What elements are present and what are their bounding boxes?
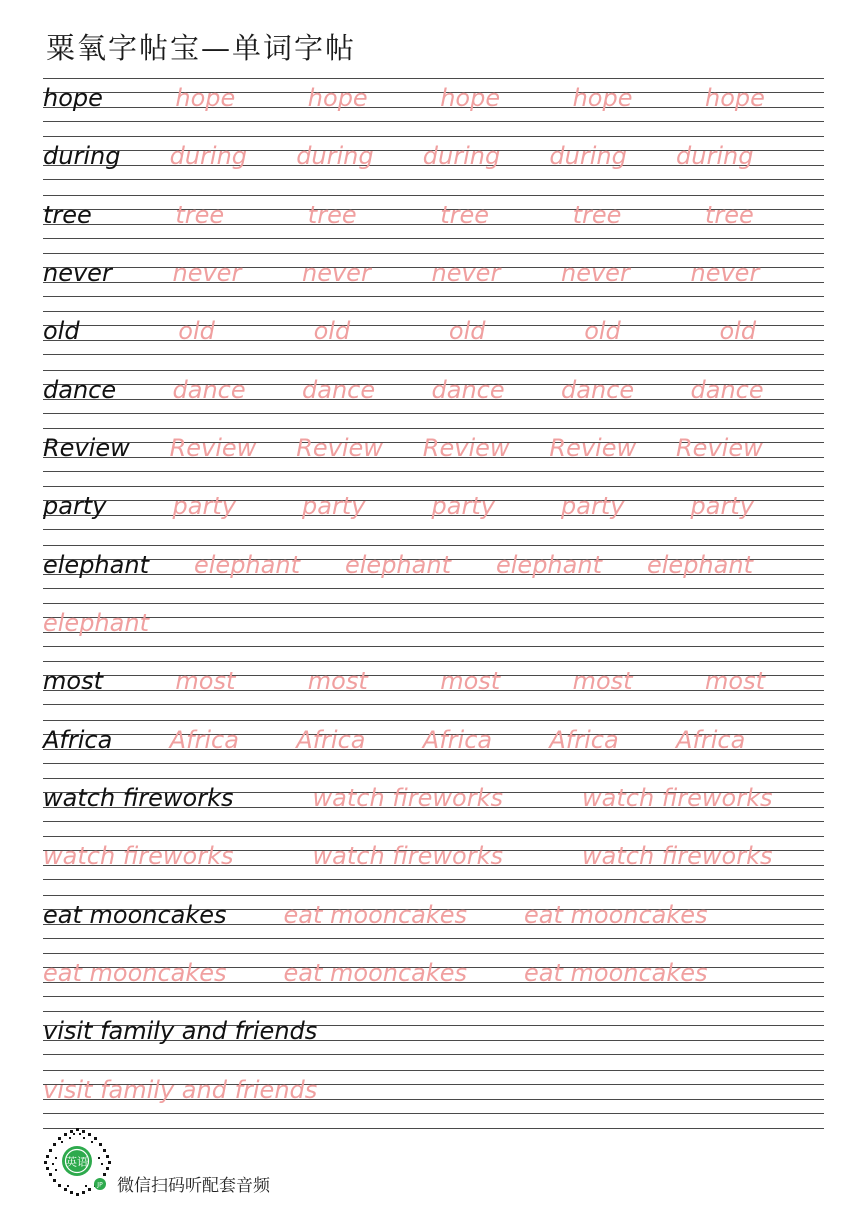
copybook-row <box>43 136 824 194</box>
tracing-word: during <box>422 142 501 171</box>
badge-label: 英语 <box>66 1155 88 1169</box>
ruling-line <box>43 486 824 487</box>
tracing-word: elephant <box>345 550 451 579</box>
ruling-line <box>43 545 824 546</box>
tracing-word: most <box>175 667 236 696</box>
ruling-line <box>43 471 824 472</box>
tracing-word: elephant <box>194 550 300 579</box>
copybook-row <box>43 603 824 661</box>
tracing-word: never <box>561 258 630 287</box>
tracing-word: watch fireworks <box>312 842 503 871</box>
copybook-row <box>43 311 824 369</box>
ruling-line <box>43 836 824 837</box>
copybook-row <box>43 661 824 719</box>
tracing-word: never <box>172 258 242 287</box>
model-word: never <box>43 258 112 287</box>
tracing-word: visit family and friends <box>43 1075 318 1104</box>
copybook-row <box>43 836 824 894</box>
ruling-line <box>43 895 824 896</box>
ruling-line <box>43 253 824 254</box>
tracing-word: most <box>307 667 368 696</box>
ruling-line <box>43 1113 824 1114</box>
tracing-word: eat mooncakes <box>524 900 708 929</box>
tracing-word: Review <box>422 433 510 462</box>
model-word: most <box>43 667 103 696</box>
ruling-line <box>43 588 824 589</box>
tracing-word: never <box>431 258 501 287</box>
model-word: visit family and friends <box>43 1017 318 1046</box>
tracing-word: dance <box>561 375 635 404</box>
tracing-word: tree <box>307 200 357 229</box>
small-badge-label: JP <box>97 1181 103 1189</box>
footer <box>43 1127 343 1197</box>
tracing-word: tree <box>440 200 489 229</box>
copybook-row <box>43 428 824 486</box>
tracing-word: old <box>448 317 486 346</box>
copybook-row <box>43 486 824 544</box>
tracing-word: eat mooncakes <box>283 958 468 987</box>
ruling-line <box>43 311 824 312</box>
tracing-word: Africa <box>169 725 239 754</box>
ruling-line <box>43 325 824 326</box>
copybook-row <box>43 78 824 136</box>
ruling-line <box>43 996 824 997</box>
tracing-word: during <box>296 142 374 171</box>
tracing-word: most <box>705 667 765 696</box>
tracing-word: tree <box>175 200 225 229</box>
ruling-line <box>43 646 824 647</box>
ruling-line <box>43 661 824 662</box>
tracing-word: elephant <box>496 550 602 579</box>
ruling-line <box>43 704 824 705</box>
tracing-word: watch fireworks <box>312 783 503 812</box>
tracing-word: party <box>302 492 366 521</box>
ruling-line <box>43 821 824 822</box>
tracing-word: elephant <box>647 550 753 579</box>
copybook-row <box>43 895 824 953</box>
copybook-row <box>43 778 824 836</box>
tracing-word: tree <box>705 200 754 229</box>
model-word: hope <box>43 84 103 112</box>
tracing-word: party <box>690 492 754 521</box>
tracing-word: watch fireworks <box>582 842 773 871</box>
model-word: Africa <box>43 725 113 754</box>
tracing-word: most <box>572 667 633 696</box>
ruling-line <box>43 238 824 239</box>
model-word: watch fireworks <box>43 783 234 812</box>
tracing-word: party <box>431 492 495 521</box>
ruling-line <box>43 413 824 414</box>
ruling-line <box>43 778 824 779</box>
ruling-line <box>43 1054 824 1055</box>
tracing-word: most <box>440 667 501 696</box>
ruling-line <box>43 354 824 355</box>
tracing-word: during <box>169 142 248 171</box>
tracing-word: watch fireworks <box>582 783 773 812</box>
tracing-word: old <box>584 317 621 346</box>
tracing-word: Africa <box>422 725 493 754</box>
model-word: eat mooncakes <box>43 900 227 929</box>
tracing-word: old <box>313 317 351 346</box>
ruling-line <box>43 617 824 618</box>
ruling-line <box>43 720 824 721</box>
ruling-line <box>43 953 824 954</box>
ruling-line <box>43 603 824 604</box>
copybook-row <box>43 253 824 311</box>
ruling-line <box>43 428 824 429</box>
tracing-word: Africa <box>676 725 746 754</box>
tracing-word: dance <box>172 375 246 404</box>
ruling-line <box>43 370 824 371</box>
tracing-word: Review <box>549 433 637 462</box>
model-word: tree <box>43 200 92 229</box>
tracing-word: watch fireworks <box>43 842 234 871</box>
copybook-row <box>43 1070 824 1128</box>
ruling-line <box>43 179 824 180</box>
copybook-row <box>43 545 824 603</box>
tracing-word: Africa <box>296 725 366 754</box>
tracing-word: old <box>178 317 215 346</box>
copybook-sheet <box>43 78 824 1128</box>
tracing-word: Review <box>676 433 763 462</box>
ruling-line <box>43 136 824 137</box>
ruling-line <box>43 1070 824 1071</box>
tracing-word: hope <box>175 84 236 112</box>
tracing-word: Review <box>169 433 257 462</box>
copybook-row <box>43 1011 824 1069</box>
tracing-word: Review <box>296 433 383 462</box>
tracing-word: dance <box>690 375 764 404</box>
ruling-line <box>43 879 824 880</box>
copybook-row <box>43 953 824 1011</box>
model-word: elephant <box>43 550 149 579</box>
model-word: Review <box>43 433 130 462</box>
ruling-line <box>43 529 824 530</box>
ruling-line <box>43 121 824 122</box>
tracing-word: eat mooncakes <box>43 958 227 987</box>
tracing-word: never <box>690 258 760 287</box>
tracing-word: Africa <box>549 725 619 754</box>
ruling-line <box>43 1011 824 1012</box>
ruling-line <box>43 195 824 196</box>
model-word: party <box>43 492 107 521</box>
copybook-row <box>43 195 824 253</box>
qr-code-icon[interactable] <box>43 1127 113 1197</box>
tracing-word: during <box>549 142 627 171</box>
tracing-word: elephant <box>43 608 149 637</box>
tracing-word: eat mooncakes <box>524 958 708 987</box>
ruling-line <box>43 632 824 633</box>
copybook-row <box>43 370 824 428</box>
tracing-word: party <box>561 492 625 521</box>
ruling-line <box>43 78 824 79</box>
tracing-word: hope <box>307 84 368 112</box>
tracing-word: dance <box>302 375 376 404</box>
ruling-line <box>43 763 824 764</box>
tracing-word: hope <box>705 84 765 112</box>
ruling-line <box>43 938 824 939</box>
tracing-word: eat mooncakes <box>283 900 468 929</box>
model-word: dance <box>43 375 117 404</box>
tracing-word: old <box>719 317 757 346</box>
ruling-line <box>43 296 824 297</box>
tracing-word: tree <box>572 200 622 229</box>
model-word: during <box>43 142 121 171</box>
tracing-word: party <box>172 492 236 521</box>
model-word: old <box>43 317 80 346</box>
copybook-row <box>43 720 824 778</box>
footer-caption: 微信扫码听配套音频 <box>117 1176 270 1196</box>
tracing-word: never <box>302 258 371 287</box>
tracing-word: hope <box>440 84 501 112</box>
ruling-line <box>43 340 824 341</box>
page-title: 粟氧字帖宝—单词字帖 <box>46 31 357 65</box>
tracing-word: during <box>676 142 754 171</box>
tracing-word: hope <box>572 84 633 112</box>
tracing-word: dance <box>431 375 505 404</box>
